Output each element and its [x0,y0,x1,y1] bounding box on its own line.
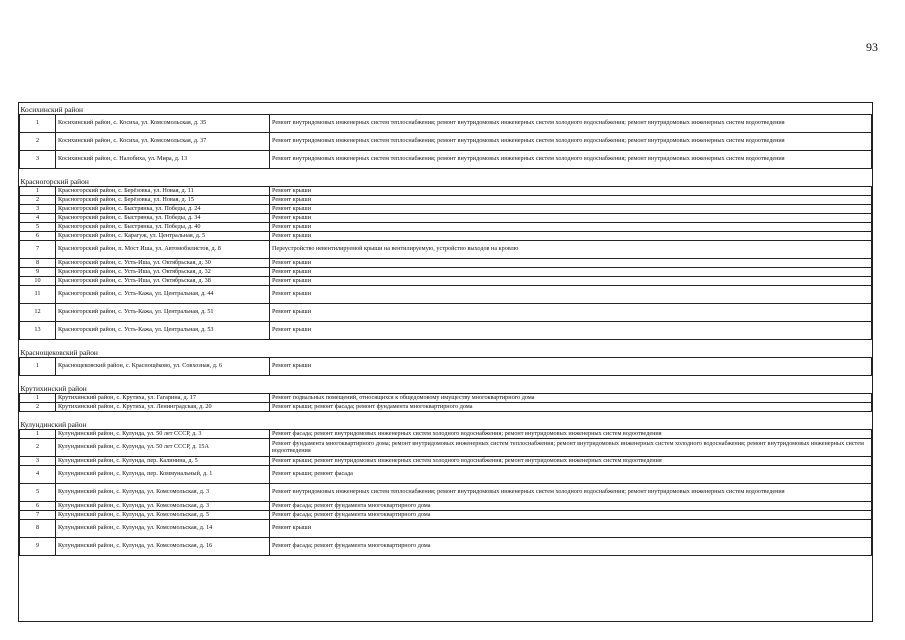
district-name: Краснощековский район [20,346,872,358]
row-works: Ремонт фасада; ремонт внутридомовых инженерных систем холодного водоснабжения; ремонт внутридомовых инженерных систем водоотведения [270,430,872,439]
district-name: Крутихинский район [20,382,872,394]
row-number: 7 [20,511,56,520]
row-works: Ремонт фасада; ремонт фундамента многоквартирного дома [270,502,872,511]
row-number: 2 [20,196,56,205]
row-number: 13 [20,322,56,340]
row-address: Кулундинский район, с. Кулунда, ул. Комсомольская, д. 5 [56,511,270,520]
row-works: Ремонт фундамента многоквартирного дома; ремонт внутридомовых инженерных систем теплоснабжения; ремонт внутридомовых инженерных систем холодного водоснабжения; ремонт внутридомовых инженерных систем водоотведения [270,439,872,457]
district-name: Красногорский район [20,175,872,187]
table-row [20,322,872,340]
row-address: Красногорский район, с. Быстрянка, ул. Победы, д. 24 [56,205,270,214]
table-row [20,457,872,466]
row-works: Ремонт крыши [270,358,872,376]
row-number: 3 [20,151,56,169]
row-address: Кулундинский район, с. Кулунда, пер. Коммунальный, д. 1 [56,466,270,484]
row-address: Красногорский район, с. Усть-Кажа, ул. Центральная, д. 44 [56,286,270,304]
row-address: Красногорский район, с. Усть-Иша, ул. Октябрьская, д. 30 [56,259,270,268]
table-row [20,538,872,556]
row-number: 3 [20,457,56,466]
row-number: 7 [20,241,56,259]
row-number: 8 [20,259,56,268]
table-row [20,403,872,412]
table-row [20,286,872,304]
page-number: 93 [866,40,878,54]
row-number: 12 [20,304,56,322]
district-name: Косихинский район [20,103,872,115]
row-works: Ремонт внутридомовых инженерных систем теплоснабжения; ремонт внутридомовых инженерных систем холодного водоснабжения; ремонт внутридомовых инженерных систем водоотведения [270,115,872,133]
district-header-row [20,103,872,115]
row-works: Ремонт крыши [270,259,872,268]
table-row [20,268,872,277]
row-address: Красногорский район, с. Усть-Иша, ул. Октябрьская, д. 38 [56,277,270,286]
row-address: Косихинский район, с. Косиха, ул. Комсомольская, д. 37 [56,133,270,151]
row-address: Кулундинский район, с. Кулунда, ул. Комсомольская, д. 14 [56,520,270,538]
row-number: 5 [20,484,56,502]
row-address: Кулундинский район, с. Кулунда, пер. Калинина, д. 5 [56,457,270,466]
row-works: Ремонт крыши; ремонт фасада [270,466,872,484]
row-works: Ремонт крыши; ремонт фасада; ремонт фундамента многоквартирного дома [270,403,872,412]
works-table [19,103,872,556]
row-address: Косихинский район, с. Налобиха, ул. Мира, д. 13 [56,151,270,169]
table-row [20,439,872,457]
table-row [20,151,872,169]
row-works: Ремонт внутридомовых инженерных систем теплоснабжения; ремонт внутридомовых инженерных систем холодного водоснабжения; ремонт внутридомовых инженерных систем водоотведения [270,133,872,151]
row-works: Ремонт крыши [270,232,872,241]
table-row [20,394,872,403]
table-row [20,196,872,205]
row-number: 4 [20,466,56,484]
row-works: Ремонт крыши [270,214,872,223]
row-works: Ремонт крыши [270,268,872,277]
table-row [20,466,872,484]
table-row [20,520,872,538]
row-works: Ремонт крыши [270,205,872,214]
table-row [20,277,872,286]
row-works: Ремонт фасада; ремонт фундамента многоквартирного дома [270,511,872,520]
table-row [20,259,872,268]
row-address: Кулундинский район, с. Кулунда, ул. Комсомольская, д. 16 [56,538,270,556]
row-number: 1 [20,358,56,376]
row-number: 5 [20,223,56,232]
row-address: Красногорский район, с. Быстрянка, ул. Победы, д. 40 [56,223,270,232]
row-address: Кулундинский район, с. Кулунда, ул. 50 лет СССР, д. 3 [56,430,270,439]
row-works: Ремонт крыши [270,304,872,322]
row-works: Ремонт крыши [270,322,872,340]
row-works: Ремонт внутридомовых инженерных систем теплоснабжения; ремонт внутридомовых инженерных систем холодного водоснабжения; ремонт внутридомовых инженерных систем водоотведения [270,151,872,169]
row-number: 2 [20,133,56,151]
table-row [20,187,872,196]
table-row [20,502,872,511]
row-address: Крутихинский район, с. Крутиха, ул. Ленинградская, д. 20 [56,403,270,412]
row-number: 1 [20,115,56,133]
row-works: Ремонт подвальных помещений, относящихся к общедомовому имуществу многоквартирного дома [270,394,872,403]
row-address: Красногорский район, с. Усть-Кажа, ул. Центральная, д. 51 [56,304,270,322]
district-header-row [20,382,872,394]
row-address: Косихинский район, с. Косиха, ул. Комсомольская, д. 35 [56,115,270,133]
table-row [20,358,872,376]
row-number: 10 [20,277,56,286]
table-row [20,133,872,151]
row-address: Крутихинский район, с. Крутиха, ул. Гагарина, д. 17 [56,394,270,403]
row-address: Кулундинский район, с. Кулунда, ул. 50 лет СССР, д. 15А [56,439,270,457]
works-table-container [18,102,873,622]
row-number: 1 [20,394,56,403]
table-row [20,304,872,322]
row-works: Ремонт крыши [270,277,872,286]
row-number: 4 [20,214,56,223]
table-row [20,511,872,520]
row-address: Красногорский район, с. Быстрянка, ул. Победы, д. 34 [56,214,270,223]
row-works: Ремонт внутридомовых инженерных систем теплоснабжения; ремонт внутридомовых инженерных систем холодного водоснабжения; ремонт внутридомовых инженерных систем водоотведения [270,484,872,502]
row-number: 9 [20,268,56,277]
row-works: Ремонт фасада; ремонт фундамента многоквартирного дома [270,538,872,556]
row-works: Ремонт крыши [270,520,872,538]
table-row [20,223,872,232]
row-number: 2 [20,403,56,412]
works-table-body [20,103,872,556]
row-number: 9 [20,538,56,556]
table-row [20,430,872,439]
row-address: Кулундинский район, с. Кулунда, ул. Комсомольская, д. 3 [56,502,270,511]
row-number: 6 [20,502,56,511]
row-works: Ремонт крыши [270,187,872,196]
row-number: 2 [20,439,56,457]
district-header-row [20,418,872,430]
table-row [20,205,872,214]
row-number: 1 [20,187,56,196]
row-works: Ремонт крыши [270,223,872,232]
table-row [20,115,872,133]
row-number: 6 [20,232,56,241]
row-address: Красногорский район, с. Карагуж, ул. Центральная, д. 5 [56,232,270,241]
row-address: Красногорский район, с. Берёзовка, ул. Новая, д. 15 [56,196,270,205]
table-row [20,232,872,241]
row-address: Краснощековский район, с. Краснощёково, ул. Совхозная, д. 6 [56,358,270,376]
row-address: Красногорский район, с. Усть-Кажа, ул. Центральная, д. 53 [56,322,270,340]
row-address: Красногорский район, п. Мост Иша, ул. Автомобилистов, д. 8 [56,241,270,259]
row-number: 8 [20,520,56,538]
district-header-row [20,346,872,358]
row-works: Ремонт крыши; ремонт внутридомовых инженерных систем холодного водоснабжения; ремонт внутридомовых инженерных систем водоотведения [270,457,872,466]
row-address: Кулундинский район, с. Кулунда, ул. Комсомольская, д. 3 [56,484,270,502]
district-header-row [20,175,872,187]
row-number: 3 [20,205,56,214]
row-number: 1 [20,430,56,439]
table-row [20,214,872,223]
table-row [20,484,872,502]
row-address: Красногорский район, с. Берёзовка, ул. Новая, д. 11 [56,187,270,196]
row-works: Ремонт крыши [270,196,872,205]
row-address: Красногорский район, с. Усть-Иша, ул. Октябрьская, д. 32 [56,268,270,277]
table-row [20,241,872,259]
row-works: Переустройство невентилируемой крыши на вентилируемую, устройство выходов на кровлю [270,241,872,259]
district-name: Кулундинский район [20,418,872,430]
row-works: Ремонт крыши [270,286,872,304]
row-number: 11 [20,286,56,304]
